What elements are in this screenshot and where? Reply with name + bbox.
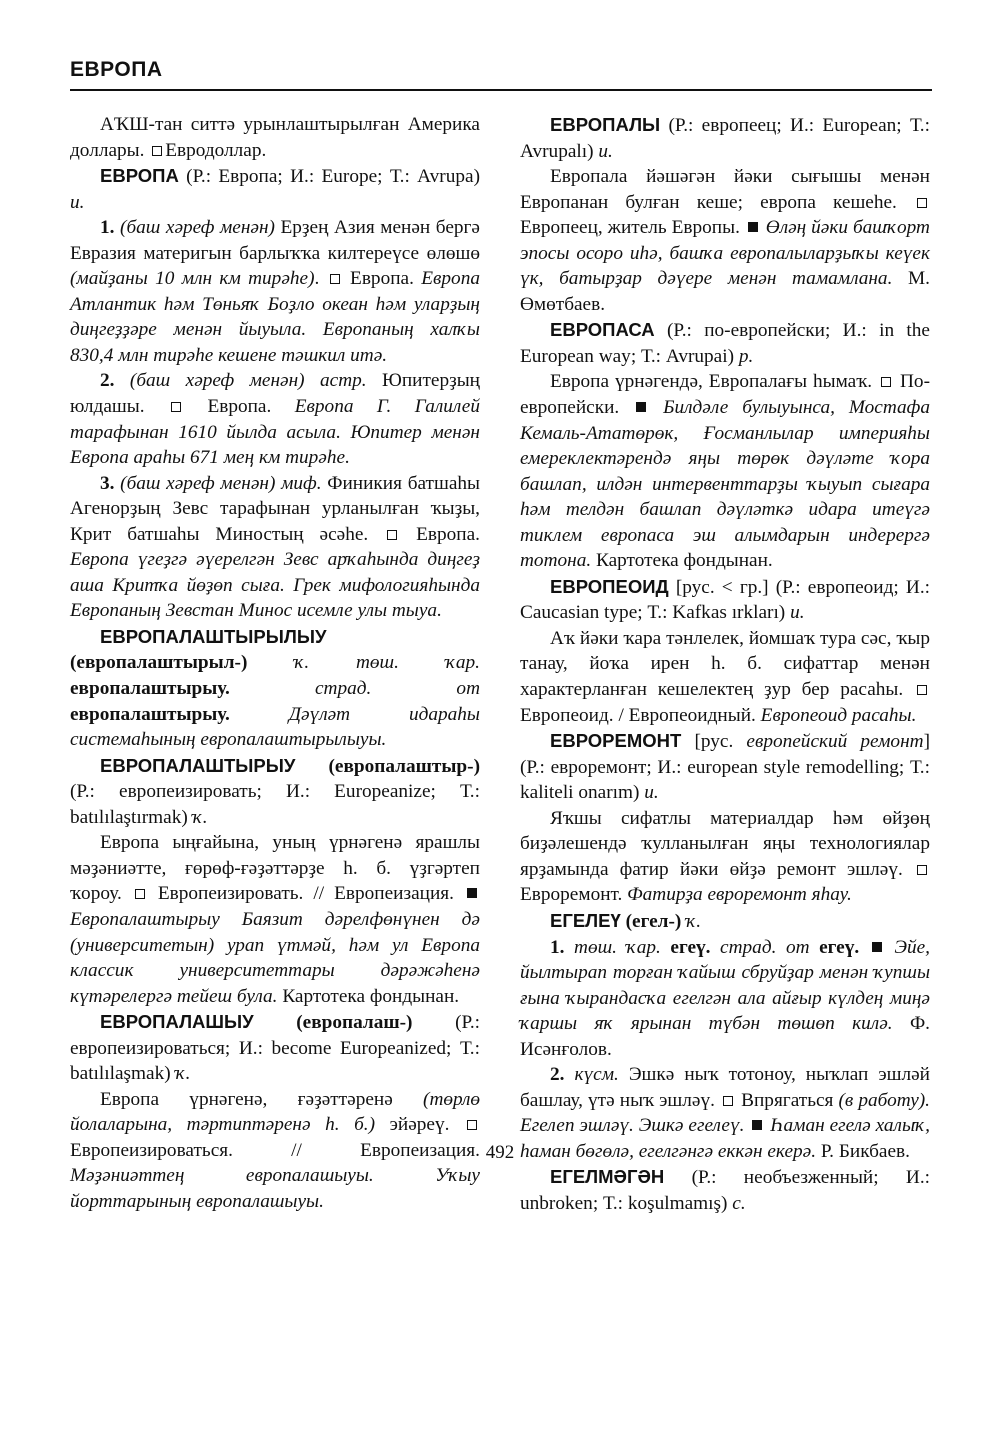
square-filled-icon <box>872 942 882 952</box>
headword: ЕВРОПА <box>100 165 179 187</box>
entry-text: Европа ыңғайына, уның үрнәгенә ярашлы мәҙәниәтте, ғөрөф-ғәҙәттәрҙе һ. б. үҙгәртеп ҡороу. Европеизировать. // Европеизация. Европалаштырыу Баязит дәрелфөнүнен дә (университетын) урап үтмәй, һәм ул Европа классик университеттары дәрәжәһенә күтәрелергә тейеш була. Картотека фондынан. <box>70 832 480 1007</box>
entry-text: Европала йәшәгән йәки сығышы менән Европанан булған кеше; европа кешеһе. Европеец, житель Европы. Өләң йәки башҡорт эпосы осоро иһә, башҡа европалыларҙыҡы кеүек үк, батырҙар дәүере менән тамамлана. М. Өмөтбаев. <box>520 166 930 315</box>
page-number: 492 <box>485 1142 515 1163</box>
square-filled-icon <box>752 1120 762 1130</box>
square-outline-icon <box>881 377 891 387</box>
square-outline-icon <box>152 146 162 156</box>
entry-europalashtyryu: ЕВРОПАЛАШТЫРЫУ (европалаштыр-) (Р.: европеизировать; И.: Europeanize; Т.: batılılaştırmak) ҡ. <box>70 754 480 828</box>
header-rule <box>70 89 932 91</box>
square-outline-icon <box>467 1120 477 1130</box>
entry-egeleu: ЕГЕЛЕҮ (егел-) ҡ. <box>550 909 702 932</box>
headword: ЕВРОПЕОИД <box>550 575 669 597</box>
headword: ЕВРОПАЛАШТЫРЫЛЫУ <box>100 625 327 647</box>
sense-2: 2. күсм. Эшкә ныҡ тотоноу, ныҡлап эшләй башлау, үтә ныҡ эшләү. Впрягаться (в работу). Егелеп эшләү. Эшкә егелеү. Һаман егелә халыҡ, һаман бөгөлә, егелгәнгә еккән екерә. Р. Бикбаев. <box>520 1064 931 1162</box>
sense-1: 1. төш. ҡар. егеү. страд. от егеү. Эйе, йылтырап торған ҡайыш сбруйҙар менән ҡупшы ғына ҡырандасҡа егелгән ала айғыр күлдең миңә ҡаршы яҡ ярынан түбән төшөп килә. Ф. Исәнғолов. <box>520 936 930 1060</box>
right-column <box>520 112 930 1217</box>
headword: ЕВРОРЕМОНТ <box>550 730 682 752</box>
headword: ЕВРОПАЛАШТЫРЫУ <box>100 754 296 776</box>
headword: ЕВРОПАЛАШЫУ <box>100 1011 254 1033</box>
entry-evroremont: ЕВРОРЕМОНТ [рус. европейский ремонт] (Р.: евроремонт; И.: european style remodelling; Т.: kaliteli onarım) и. <box>520 730 930 804</box>
square-outline-icon <box>917 685 927 695</box>
square-outline-icon <box>171 402 181 412</box>
entry-text: Европа үрнәгендә, Европалағы һымаҡ. По-европейски. Билдәле булыуынса, Мостафа Кемаль-Ататөрөк, Ғосманлылар империяһы емереклектәрендә яңы төрөк дәүләте ҡора башлап, илдән интервенттарҙы ҡыуып сығара һәм телдән башлап дәүләткә идара итеүгә тиклем европаса эш алымдарын индерергә тотона. Картотека фондынан. <box>520 371 930 572</box>
square-filled-icon <box>636 402 646 412</box>
square-outline-icon <box>387 530 397 540</box>
entry-europe: ЕВРОПА (Р.: Европа; И.: Europe; Т.: Avrupa) и. <box>70 165 480 213</box>
square-outline-icon <box>135 889 145 899</box>
entry-europeoid: ЕВРОПЕОИД [рус. < гр.] (Р.: европеоид; И.: Caucasian type; Т.: Kafkas ırkları) и. <box>520 575 930 624</box>
headword: ЕГЕЛЕҮ <box>550 909 621 931</box>
left-column <box>70 112 480 1215</box>
entry-text: АҠШ-тан ситтә урынлаштырылған Америка доллары. Евродоллар. <box>70 114 480 161</box>
headword: ЕГЕЛМӘГӘН <box>550 1166 665 1188</box>
page-header-title: ЕВРОПА <box>70 58 163 81</box>
entry-text: Яҡшы сифатлы материалдар һәм өйҙөң биҙәлешендә ҡулланылған яңы технологиялар ярҙамында фатир йәки өйҙә ремонт эшләү. Евроремонт. Фатирҙа евроремонт яһау. <box>520 807 930 906</box>
headword: ЕВРОПАЛЫ <box>550 114 661 135</box>
headword: ЕВРОПАСА <box>550 319 655 341</box>
entry-europalashyu: ЕВРОПАЛАШЫУ (европалаш-) (Р.: европеизироваться; И.: become Europeanized; Т.: batılılaşmak) ҡ. <box>70 1011 480 1085</box>
entry-text: Европа үрнәгенә, ғәҙәттәренә (төрлө йолаларына, тәртиптәренә һ. б.) эйәреү. Европеизироваться. // Европеизация. Мәҙәниәттең европалашыуы. Уҡыу йорттарының европалашыуы. <box>70 1088 480 1212</box>
entry-text: Аҡ йәки ҡара тәнлелек, йомшаҡ тура сәс, ҡыр танау, йоҡа ирен һ. б. сифаттар менән характерланған кешелектең ҙур бер расаһы. Европеоид. / Европеоидный. Европеоид расаһы. <box>520 627 930 726</box>
square-outline-icon <box>917 198 927 208</box>
sense-2: 2. (баш хәреф менән) астр. Юпитерҙың юлдашы. Европа. Европа Г. Галилей тарафынан 1610 йылда асыла. Юпитер менән Европа араһы 671 мең км тирәһе. <box>70 370 480 469</box>
square-outline-icon <box>723 1096 733 1106</box>
square-outline-icon <box>917 865 927 875</box>
entry-europalashtyrylyu: ЕВРОПАЛАШТЫРЫЛЫУ (европалаштырыл-) ҡ. төш. ҡар. европалаштырыу. страд. от европалаштырыу. Дәүләт идараһы системаһының европалаштырылыуы. <box>70 625 480 751</box>
entry-europasa: ЕВРОПАСА (Р.: по-европейски; И.: in the European way; Т.: Avrupai) р. <box>520 319 930 367</box>
square-outline-icon <box>330 274 340 284</box>
sense-3: 3. (баш хәреф менән) миф. Финикия батшаһы Агенорҙың Зевс тарафынан урланылған ҡыҙы, Крит батшаһы Миностың әсәһе. Европа. Европа үгеҙгә әүерелгән Зевс арҡаһында диңгеҙ аша Критҡа йөҙөп сыға. Грек мифологияһында Европаның Зевстан Минос исемле улы тыуа. <box>70 472 480 622</box>
sense-1: 1. (баш хәреф менән) Ерҙең Азия менән бергә Евразия материгын барлыҡҡа килтереүсе өлөшө (майҙаны 10 млн км тирәһе). Европа. Европа Атлантик һәм Төньяҡ Боҙло океан һәм уларҙың диңгеҙҙәре менән йыуыла. Европаның халҡы 830,4 млн тирәһе кешене тәшкил итә. <box>70 217 480 366</box>
entry-egelmagan: ЕГЕЛМӘГӘН (Р.: необъезженный; И.: unbroken; Т.: koşulmamış) с. <box>520 1166 930 1214</box>
entry-europaly: ЕВРОПАЛЫ (Р.: европеец; И.: European; Т.: Avrupalı) и. <box>520 114 930 162</box>
square-filled-icon <box>748 222 758 232</box>
square-filled-icon <box>467 888 477 898</box>
